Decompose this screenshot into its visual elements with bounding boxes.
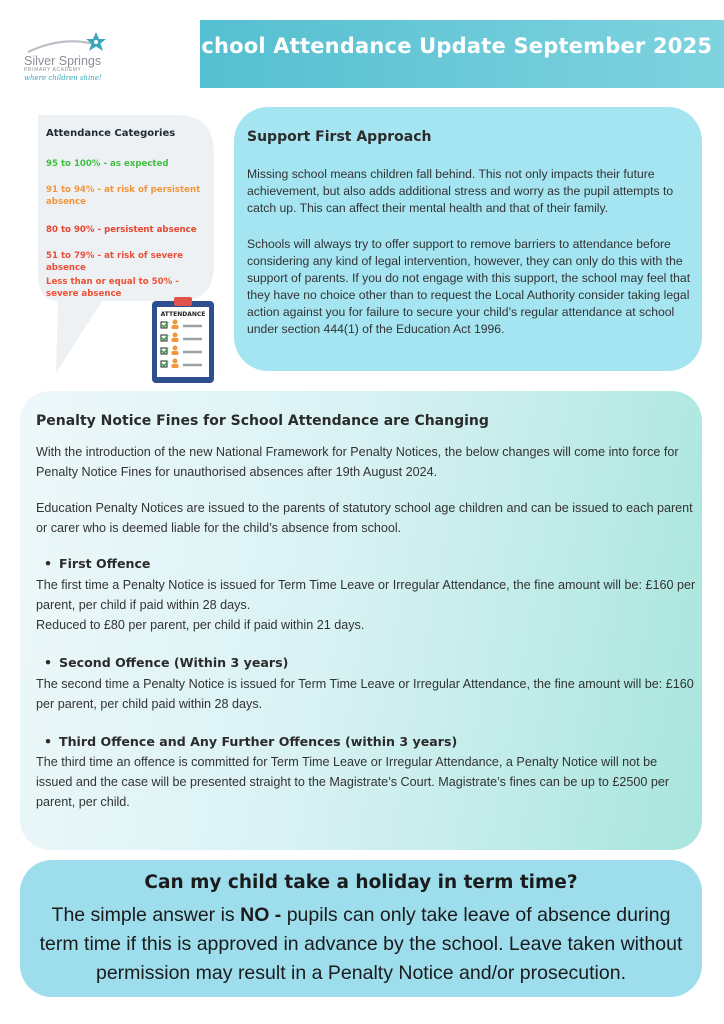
logo-tagline: where children shine! [24,74,102,82]
clipboard-icon [150,295,216,385]
category-item: Less than or equal to 50% - severe absence [46,277,179,299]
clipboard-label: ATTENDANCE [160,311,206,318]
offence-text: The second time a Penalty Notice is issued for Term Time Leave or Irregular Attendance, the fine amount will be: £160 per parent, per child paid within 28 days. [36,677,694,711]
category-item: 51 to 79% - at risk of severe absence [46,251,184,273]
category-item: 80 to 90% - persistent absence [46,225,197,235]
offence-text: Reduced to £80 per parent, per child if paid within 21 days. [36,618,365,632]
offence-text: The third time an offence is committed for Term Time Leave or Irregular Attendance, a Penalty Notice will not be issued and the case will be presented straight to the Magistrate’s Court. Magistrate’s fines can be up to £2500 per parent, per child. [36,755,670,809]
offence-heading: • Second Offence (Within 3 years) [44,655,288,670]
page-title: School Attendance Update September 2025 [186,34,713,58]
categories-title: Attendance Categories [46,128,176,139]
offence-heading: • First Offence [44,556,150,571]
penalty-issued-text: Education Penalty Notices are issued to the parents of statutory school age children and can be issued to each parent or carer who is deemed liable for the child’s absence from school. [36,501,693,535]
category-item: 95 to 100% - as expected [46,159,169,169]
offence-heading: • Third Offence and Any Further Offences (within 3 years) [44,734,457,749]
penalty-title: Penalty Notice Fines for School Attendance are Changing [36,413,489,429]
category-item: 91 to 94% - at risk of persistent absence [46,185,201,207]
logo-subtitle: PRIMARY ACADEMY [24,67,82,73]
holiday-question: Can my child take a holiday in term time? [144,872,578,893]
support-title: Support First Approach [247,129,432,145]
logo-name: Silver Springs [24,54,102,68]
holiday-answer: The simple answer is NO - pupils can only take leave of absence during term time if this is approved in advance by the school. Leave taken without permission may result in a Penalty Notice and/or prosecution. [39,904,683,984]
school-logo [22,30,132,86]
support-paragraph: Missing school means children fall behind. This not only impacts their future achievement, but also adds additional stress and worry as the pupil attempts to catch up. This can affect their mental health and that of their family. [247,167,674,215]
support-paragraph: Schools will always try to offer support to remove barriers to attendance before considering any kind of legal intervention, however, they can only do this with the support of parents. If you do not engage with this support, the school may feel that they have no choice other than to request the Local Authority consider taking legal action against you for failure to secure your child’s regular attendance at school under section 444(1) of the Education Act 1996. [247,237,691,336]
penalty-intro: With the introduction of the new National Framework for Penalty Notices, the below changes will come into force for Penalty Notice Fines for unauthorised absences after 19th August 2024. [36,445,679,479]
offence-text: The first time a Penalty Notice is issued for Term Time Leave or Irregular Attendance, the fine amount will be: £160 per parent, per child if paid within 28 days. [36,578,696,612]
